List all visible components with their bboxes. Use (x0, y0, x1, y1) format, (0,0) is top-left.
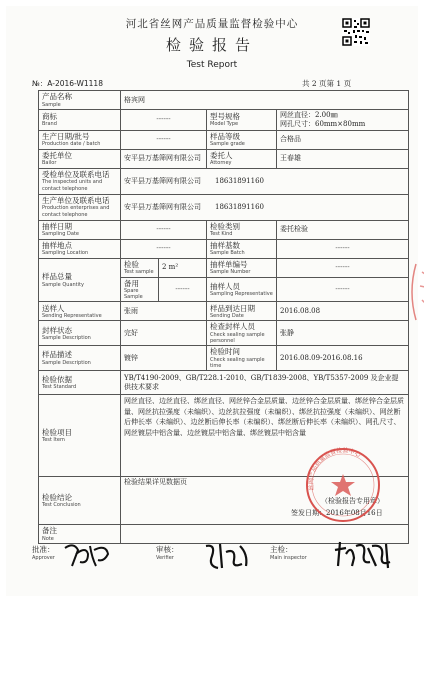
checker-label: 检查封样人员 Check sealing sample personnel (207, 321, 277, 346)
inspected-unit-label: 受检单位及联系电话 The inspected units and contact telephone (39, 168, 121, 194)
standard-label: 检验依据 Test Standard (39, 371, 121, 395)
verifier-signature (202, 540, 252, 572)
sample-batch-value: ------ (277, 239, 409, 258)
page-title-en: Test Report (186, 60, 238, 70)
test-sample-label: 检验 Test sample (121, 258, 159, 277)
main-inspector-label: 主检： Main inspector (270, 545, 307, 561)
sampling-date-value: ------ (121, 220, 207, 239)
producer-value: 安平县万基筛网有限公司 18631891160 (121, 194, 409, 220)
attorney-value: 王春雄 (277, 149, 409, 168)
client-label: 委托单位 Bailor (39, 149, 121, 168)
sampling-date-label: 抽样日期 Sampling Date (39, 220, 121, 239)
conclusion-value: 检验结果详见数据页 (124, 478, 187, 487)
product-name-value: 格宾网 (121, 91, 409, 110)
test-kind-value: 委托检验 (277, 220, 409, 239)
sampling-location-label: 抽样地点 Sampling Location (39, 239, 121, 258)
attorney-label: 委托人 Attorney (207, 149, 277, 168)
sampling-location-value: ------ (121, 239, 207, 258)
page-title: 检验报告 (165, 36, 258, 54)
seal-note: （检验报告专用章） (321, 497, 384, 506)
issue-date: 签发日期：2016年08月16日 (291, 509, 383, 518)
brand-value: ------ (121, 110, 207, 131)
sampler-label: 抽样人员 Sampling Representative (207, 277, 277, 302)
report-sheet (6, 6, 418, 596)
grade-label: 样品等级 Sample grade (207, 130, 277, 149)
spare-sample-label: 备用 Spare Sample (121, 277, 159, 302)
conclusion-label: 检验结论 Test Conclusion (39, 477, 121, 525)
product-name-label: 产品名称 Sample (39, 91, 121, 110)
main-inspector-signature (332, 540, 394, 570)
production-date-label: 生产日期/批号 Production date / batch (39, 130, 121, 149)
page-number: 共 2 页第 1 页 (302, 79, 352, 88)
sample-number-value: ------ (277, 258, 409, 277)
test-time-value: 2016.08.09-2016.08.16 (277, 346, 409, 371)
arrival-date-value: 2016.08.08 (277, 302, 409, 321)
standard-value: YB/T4190-2009、GB/T228.1-2010、GB/T1839-2008、YB/T5357-2009 及企业提供技术要求 (121, 371, 409, 395)
inspected-unit-value: 安平县万基筛网有限公司 18631891160 (121, 168, 409, 194)
producer-label: 生产单位及联系电话 Production enterprises and contact telephone (39, 194, 121, 220)
seal-status-label: 封样状态 Sample Description (39, 321, 121, 346)
inspection-seal (304, 446, 382, 524)
arrival-date-label: 样品到达日期 Sending Date (207, 302, 277, 321)
brand-label: 商标 Brand (39, 110, 121, 131)
sample-quantity-label: 样品总量 Sample Quantity (39, 258, 121, 302)
sample-number-label: 抽样单编号 Sample Number (207, 258, 277, 277)
sample-desc-label: 样品描述 Sample Description (39, 346, 121, 371)
sample-desc-value: 镀锌 (121, 346, 207, 371)
test-time-label: 检验时间 Check sealing sample time (207, 346, 277, 371)
test-items-value: 网丝直径、边丝直径、绑丝直径、网丝锌合金层质量、边丝锌合金层质量、绑丝锌合金层质量、网丝抗拉强度（未编织）、边丝抗拉强度（未编织）、绑丝抗拉强度（未编织）、网丝断后伸长率（未编织）、边丝断后伸长率（未编织）、绑丝断后伸长率（未编织）、网孔尺寸、网丝镀层中铝含量、边丝镀层中铝含量、绑丝镀层中铝含量 (121, 395, 409, 477)
organization-name: 河北省丝网产品质量监督检验中心 (125, 18, 299, 30)
production-date-value: ------ (121, 130, 207, 149)
sample-batch-label: 抽样基数 Sample Batch (207, 239, 277, 258)
test-kind-label: 检验类别 Test Kind (207, 220, 277, 239)
seal-status-value: 完好 (121, 321, 207, 346)
seal-text: 丝网产品质量监督检验中心 (307, 447, 362, 491)
verifier-label: 审核： Verifier (156, 545, 179, 561)
note-label: 备注 Note (39, 525, 121, 544)
approver-signature (62, 540, 112, 570)
edge-seal (404, 262, 424, 322)
grade-value: 合格品 (277, 130, 409, 149)
spare-sample-value: ------ (159, 277, 207, 302)
test-sample-value: 2 m² (159, 258, 207, 277)
sender-label: 送样人 Sending Representative (39, 302, 121, 321)
report-number: №：A-2016-W1118 (32, 79, 103, 88)
sampler-value: ------ (277, 277, 409, 302)
approver-label: 批准： Approver (32, 545, 55, 561)
checker-value: 张静 (277, 321, 409, 346)
model-label: 型号规格 Model Type (207, 110, 277, 131)
client-value: 安平县万基筛网有限公司 (121, 149, 207, 168)
sender-value: 张雨 (121, 302, 207, 321)
qr-code-icon (342, 18, 370, 46)
test-items-label: 检验项目 Test Item (39, 395, 121, 477)
model-value: 网丝直径：2.00㎜ 网孔尺寸：60mm×80mm (277, 110, 409, 131)
